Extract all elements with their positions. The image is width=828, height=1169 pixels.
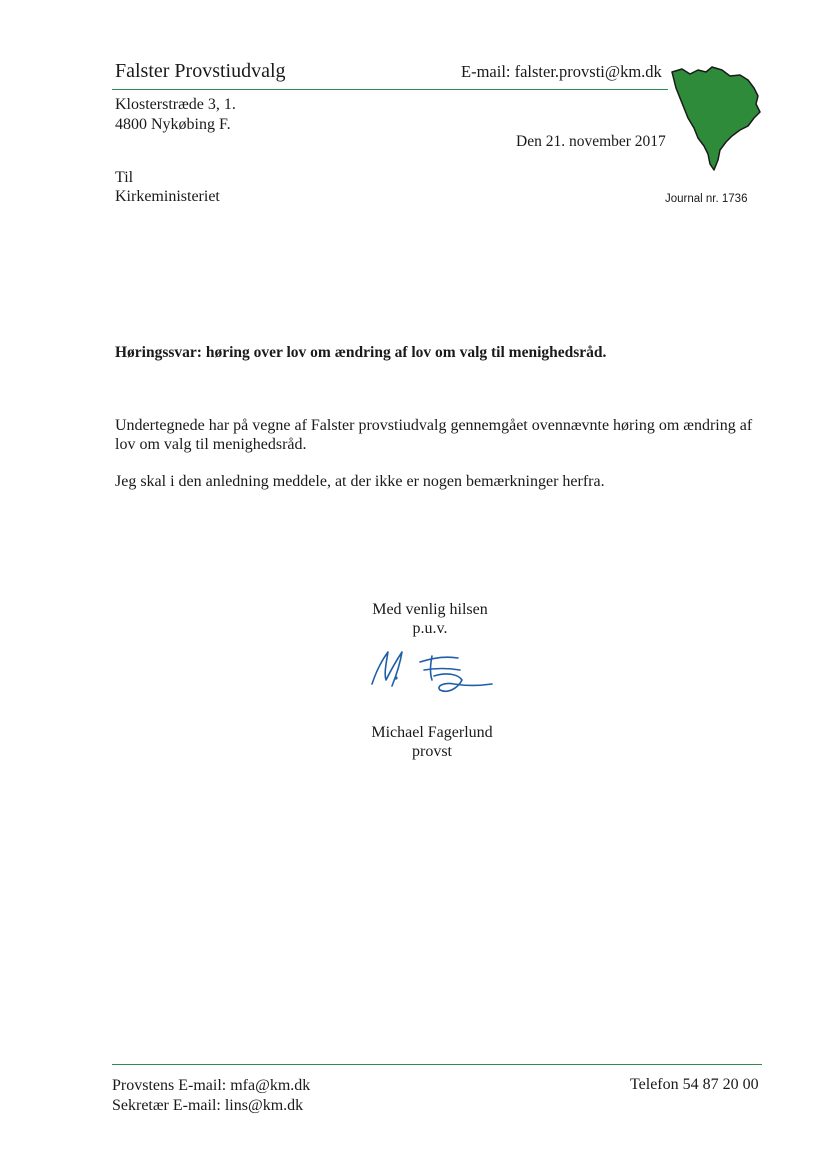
address-city: 4800 Nykøbing F. <box>115 116 231 133</box>
letter-body <box>115 416 755 491</box>
recipient-to: Til <box>115 169 134 186</box>
header-email: E-mail: falster.provsti@km.dk <box>461 62 662 81</box>
letter-date: Den 21. november 2017 <box>516 133 666 150</box>
recipient-name: Kirkeministeriet <box>115 188 220 205</box>
closing-puv: p.u.v. <box>412 620 448 637</box>
address-street: Klosterstræde 3, 1. <box>115 96 236 113</box>
sender-address <box>115 95 236 135</box>
footer-contacts <box>112 1076 310 1116</box>
handwritten-signature <box>362 644 502 714</box>
footer-phone: Telefon 54 87 20 00 <box>630 1076 759 1093</box>
journal-number: Journal nr. 1736 <box>665 193 748 205</box>
header-divider <box>112 89 668 90</box>
signer-title: provst <box>412 743 452 760</box>
recipient-block <box>115 168 220 206</box>
signer-block <box>340 723 524 761</box>
closing-greeting: Med venlig hilsen <box>372 601 488 618</box>
body-paragraph-1: Undertegnede har på vegne af Falster provstiudvalg gennemgået ovennævnte høring om ændring af lov om valg til menighedsråd. <box>115 417 753 453</box>
letter-subject: Høringssvar: høring over lov om ændring af lov om valg til menighedsråd. <box>115 344 607 361</box>
body-paragraph-2: Jeg skal i den anledning meddele, at der ikke er nogen bemærkninger herfra. <box>115 473 605 490</box>
footer-divider <box>112 1064 762 1065</box>
footer-provst-email: Provstens E-mail: mfa@km.dk <box>112 1077 311 1094</box>
closing-block <box>340 600 520 638</box>
falster-island-map-icon <box>668 60 764 180</box>
footer-secretary-email: Sekretær E-mail: lins@km.dk <box>112 1097 304 1114</box>
signer-name: Michael Fagerlund <box>371 724 493 741</box>
organization-name: Falster Provstiudvalg <box>115 60 286 82</box>
